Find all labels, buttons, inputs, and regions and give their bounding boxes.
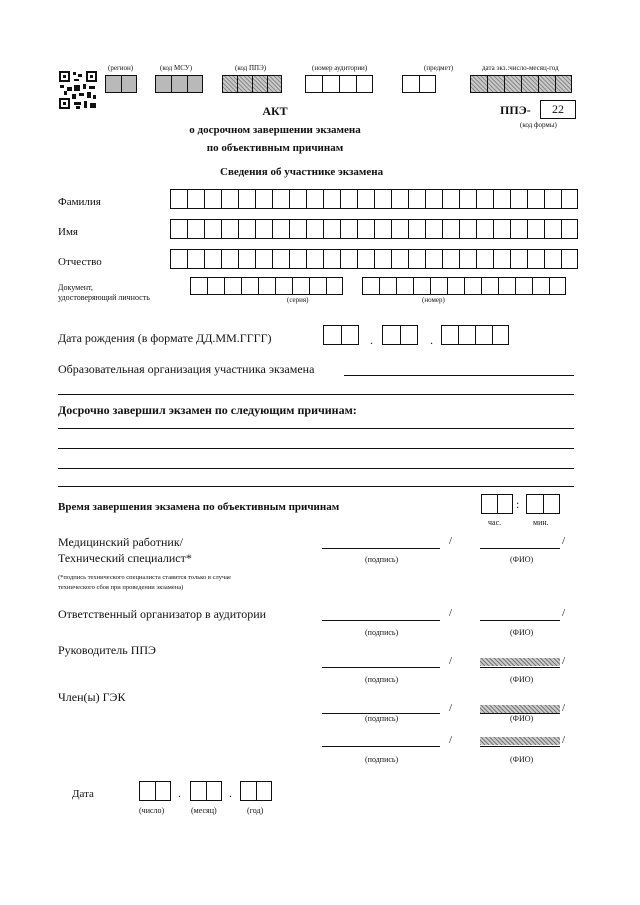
- letter-cell[interactable]: [493, 189, 510, 209]
- letter-cell[interactable]: [170, 219, 187, 239]
- letter-cell[interactable]: [430, 277, 447, 295]
- hours-boxes[interactable]: [481, 494, 513, 514]
- reason-line-1[interactable]: [58, 428, 574, 429]
- month-caption: (месяц): [191, 806, 217, 815]
- region-code-boxes[interactable]: [105, 75, 137, 93]
- letter-cell[interactable]: [241, 277, 258, 295]
- surname-boxes[interactable]: [170, 189, 578, 209]
- date-dot-1: .: [178, 786, 181, 800]
- fio-caption: (ФИО): [510, 755, 534, 764]
- education-org-line-2[interactable]: [58, 394, 574, 395]
- exam-date-boxes[interactable]: [470, 75, 572, 93]
- letter-cell[interactable]: [527, 249, 544, 269]
- series-caption: (серия): [287, 296, 309, 304]
- education-org-label: Образовательная организация участника экзамена: [58, 362, 315, 376]
- letter-cell[interactable]: [204, 219, 221, 239]
- letter-cell[interactable]: [187, 249, 204, 269]
- letter-cell[interactable]: [391, 249, 408, 269]
- slash: /: [449, 607, 453, 619]
- letter-cell[interactable]: [272, 249, 289, 269]
- letter-cell[interactable]: [323, 189, 340, 209]
- organizer-signature-line[interactable]: [322, 620, 440, 621]
- letter-cell[interactable]: [275, 277, 292, 295]
- subject-code-boxes[interactable]: [402, 75, 436, 93]
- ppe-code-boxes[interactable]: [222, 75, 282, 93]
- number-caption: (номер): [422, 296, 445, 304]
- document-series-boxes[interactable]: [190, 277, 343, 295]
- hours-caption: час.: [488, 518, 502, 527]
- letter-cell[interactable]: [425, 189, 442, 209]
- day-caption: (число): [139, 806, 165, 815]
- letter-cell[interactable]: [238, 249, 255, 269]
- letter-cell[interactable]: [238, 219, 255, 239]
- letter-cell[interactable]: [258, 277, 275, 295]
- document-label-2: удостоверяющий личность: [58, 293, 150, 302]
- region-caption: (регион): [108, 64, 134, 72]
- letter-cell[interactable]: [292, 277, 309, 295]
- ppe-caption: (код ППЭ): [235, 64, 267, 72]
- letter-cell[interactable]: [221, 219, 238, 239]
- letter-cell[interactable]: [323, 249, 340, 269]
- msu-code-boxes[interactable]: [155, 75, 203, 93]
- letter-cell[interactable]: [498, 277, 515, 295]
- letter-cell[interactable]: [289, 219, 306, 239]
- date-month-boxes[interactable]: [190, 781, 222, 801]
- slash: /: [449, 702, 453, 714]
- year-caption: (год): [247, 806, 264, 815]
- letter-cell[interactable]: [187, 219, 204, 239]
- letter-cell[interactable]: [527, 189, 544, 209]
- letter-cell[interactable]: [481, 277, 498, 295]
- msu-caption: (код МСУ): [160, 64, 193, 72]
- birth-day-boxes[interactable]: [323, 325, 359, 345]
- subject-caption: (предмет): [424, 64, 454, 72]
- letter-cell[interactable]: [408, 219, 425, 239]
- ppe-head-fio-printed: [480, 658, 560, 666]
- signature-caption: (подпись): [365, 628, 399, 637]
- name-label: Имя: [58, 226, 78, 238]
- letter-cell[interactable]: [255, 249, 272, 269]
- birth-month-boxes[interactable]: [382, 325, 418, 345]
- letter-cell[interactable]: [362, 277, 379, 295]
- letter-cell[interactable]: [549, 277, 566, 295]
- letter-cell[interactable]: [515, 277, 532, 295]
- letter-cell[interactable]: [532, 277, 549, 295]
- patronymic-label: Отчество: [58, 256, 102, 268]
- letter-cell[interactable]: [272, 219, 289, 239]
- letter-cell[interactable]: [408, 189, 425, 209]
- letter-cell[interactable]: [561, 249, 578, 269]
- letter-cell[interactable]: [396, 277, 413, 295]
- signature-caption: (подпись): [365, 714, 399, 723]
- fio-caption: (ФИО): [510, 628, 534, 637]
- letter-cell[interactable]: [544, 249, 561, 269]
- doc-subtitle-2: по объективным причинам: [206, 142, 344, 154]
- letter-cell[interactable]: [309, 277, 326, 295]
- organizer-label: Ответственный организатор в аудитории: [58, 607, 267, 621]
- minutes-caption: мин.: [533, 518, 549, 527]
- letter-cell[interactable]: [459, 189, 476, 209]
- gek-2-fio-line[interactable]: [480, 746, 560, 747]
- letter-cell[interactable]: [459, 249, 476, 269]
- letter-cell[interactable]: [326, 277, 343, 295]
- letter-cell[interactable]: [476, 249, 493, 269]
- fio-caption: (ФИО): [510, 714, 534, 723]
- education-org-line[interactable]: [344, 375, 574, 376]
- letter-cell[interactable]: [544, 189, 561, 209]
- birth-date-label: Дата рождения (в формате ДД.ММ.ГГГГ): [58, 331, 272, 345]
- letter-cell[interactable]: [374, 189, 391, 209]
- letter-cell[interactable]: [170, 189, 187, 209]
- slash: /: [562, 734, 566, 746]
- medical-fio-line[interactable]: [480, 548, 560, 549]
- birth-date-dot-2: .: [430, 333, 433, 347]
- name-boxes[interactable]: [170, 219, 578, 239]
- date-label: Дата: [72, 788, 94, 800]
- document-number-boxes[interactable]: [362, 277, 566, 295]
- letter-cell[interactable]: [464, 277, 481, 295]
- letter-cell[interactable]: [306, 219, 323, 239]
- letter-cell[interactable]: [391, 219, 408, 239]
- qr-code-icon: [58, 70, 98, 110]
- reason-line-2[interactable]: [58, 448, 574, 449]
- medical-label-2: Технический специалист*: [58, 551, 192, 565]
- date-day-boxes[interactable]: [139, 781, 171, 801]
- letter-cell[interactable]: [561, 219, 578, 239]
- medical-label-1: Медицинский работник/: [58, 535, 183, 549]
- letter-cell[interactable]: [510, 249, 527, 269]
- form-code-box: 22: [540, 100, 576, 119]
- slash: /: [449, 734, 453, 746]
- letter-cell[interactable]: [408, 249, 425, 269]
- time-heading: Время завершения экзамена по объективным причинам: [58, 501, 340, 513]
- letter-cell[interactable]: [289, 189, 306, 209]
- birth-year-boxes[interactable]: [441, 325, 509, 345]
- letter-cell[interactable]: [442, 189, 459, 209]
- room-caption: (номер аудитории): [312, 64, 368, 72]
- letter-cell[interactable]: [374, 249, 391, 269]
- letter-cell[interactable]: [442, 219, 459, 239]
- form-code-caption: (код формы): [520, 121, 557, 129]
- slash: /: [562, 702, 566, 714]
- letter-cell[interactable]: [476, 189, 493, 209]
- letter-cell[interactable]: [340, 189, 357, 209]
- form-prefix: ППЭ-: [500, 103, 531, 117]
- date-year-boxes[interactable]: [240, 781, 272, 801]
- reasons-heading: Досрочно завершил экзамен по следующим причинам:: [58, 403, 357, 417]
- letter-cell[interactable]: [510, 189, 527, 209]
- letter-cell[interactable]: [289, 249, 306, 269]
- slash: /: [562, 655, 566, 667]
- date-dot-2: .: [229, 786, 232, 800]
- slash: /: [449, 535, 453, 547]
- letter-cell[interactable]: [413, 277, 430, 295]
- time-colon: :: [516, 497, 520, 511]
- letter-cell[interactable]: [493, 249, 510, 269]
- gek-2-signature-line[interactable]: [322, 746, 440, 747]
- letter-cell[interactable]: [561, 189, 578, 209]
- letter-cell[interactable]: [527, 219, 544, 239]
- signature-caption: (подпись): [365, 675, 399, 684]
- reason-line-4[interactable]: [58, 486, 574, 487]
- gek-label: Член(ы) ГЭК: [58, 690, 126, 704]
- organizer-fio-line[interactable]: [480, 620, 560, 621]
- footnote-1: (*подпись технического специалиста ставится только в случае: [58, 574, 231, 581]
- letter-cell[interactable]: [442, 249, 459, 269]
- fio-caption: (ФИО): [510, 675, 534, 684]
- letter-cell[interactable]: [357, 189, 374, 209]
- gek-1-fio-printed: [480, 705, 560, 713]
- exam-date-caption: дата экз.:число-месяц-год: [482, 64, 559, 72]
- letter-cell[interactable]: [238, 189, 255, 209]
- doc-title: АКТ: [262, 104, 288, 118]
- birth-date-dot-1: .: [370, 333, 373, 347]
- slash: /: [449, 655, 453, 667]
- ppe-head-fio-line[interactable]: [480, 667, 560, 668]
- letter-cell[interactable]: [391, 189, 408, 209]
- letter-cell[interactable]: [425, 219, 442, 239]
- letter-cell[interactable]: [379, 277, 396, 295]
- letter-cell[interactable]: [255, 189, 272, 209]
- letter-cell[interactable]: [255, 219, 272, 239]
- letter-cell[interactable]: [204, 189, 221, 209]
- letter-cell[interactable]: [207, 277, 224, 295]
- reason-line-3[interactable]: [58, 468, 574, 469]
- letter-cell[interactable]: [190, 277, 207, 295]
- doc-subtitle-1: о досрочном завершении экзамена: [189, 124, 361, 136]
- participant-section-title: Сведения об участнике экзамена: [220, 166, 384, 178]
- letter-cell[interactable]: [510, 219, 527, 239]
- room-number-boxes[interactable]: [305, 75, 373, 93]
- minutes-boxes[interactable]: [526, 494, 560, 514]
- letter-cell[interactable]: [272, 189, 289, 209]
- document-label-1: Документ,: [58, 283, 93, 292]
- letter-cell[interactable]: [221, 189, 238, 209]
- medical-signature-line[interactable]: [322, 548, 440, 549]
- letter-cell[interactable]: [306, 189, 323, 209]
- letter-cell[interactable]: [357, 249, 374, 269]
- letter-cell[interactable]: [493, 219, 510, 239]
- fio-caption: (ФИО): [510, 555, 534, 564]
- letter-cell[interactable]: [447, 277, 464, 295]
- letter-cell[interactable]: [476, 219, 493, 239]
- gek-2-fio-printed: [480, 737, 560, 745]
- surname-label: Фамилия: [58, 196, 101, 208]
- letter-cell[interactable]: [323, 219, 340, 239]
- letter-cell[interactable]: [340, 219, 357, 239]
- letter-cell[interactable]: [170, 249, 187, 269]
- slash: /: [562, 607, 566, 619]
- letter-cell[interactable]: [357, 219, 374, 239]
- letter-cell[interactable]: [187, 189, 204, 209]
- letter-cell[interactable]: [374, 219, 391, 239]
- slash: /: [562, 535, 566, 547]
- footnote-2: технического сбоя при проведении экзамена): [58, 584, 184, 591]
- letter-cell[interactable]: [224, 277, 241, 295]
- letter-cell[interactable]: [425, 249, 442, 269]
- signature-caption: (подпись): [365, 555, 399, 564]
- letter-cell[interactable]: [544, 219, 561, 239]
- letter-cell[interactable]: [459, 219, 476, 239]
- ppe-head-label: Руководитель ППЭ: [58, 643, 156, 657]
- letter-cell[interactable]: [306, 249, 323, 269]
- letter-cell[interactable]: [221, 249, 238, 269]
- letter-cell[interactable]: [204, 249, 221, 269]
- letter-cell[interactable]: [340, 249, 357, 269]
- ppe-head-signature-line[interactable]: [322, 667, 440, 668]
- patronymic-boxes[interactable]: [170, 249, 578, 269]
- signature-caption: (подпись): [365, 755, 399, 764]
